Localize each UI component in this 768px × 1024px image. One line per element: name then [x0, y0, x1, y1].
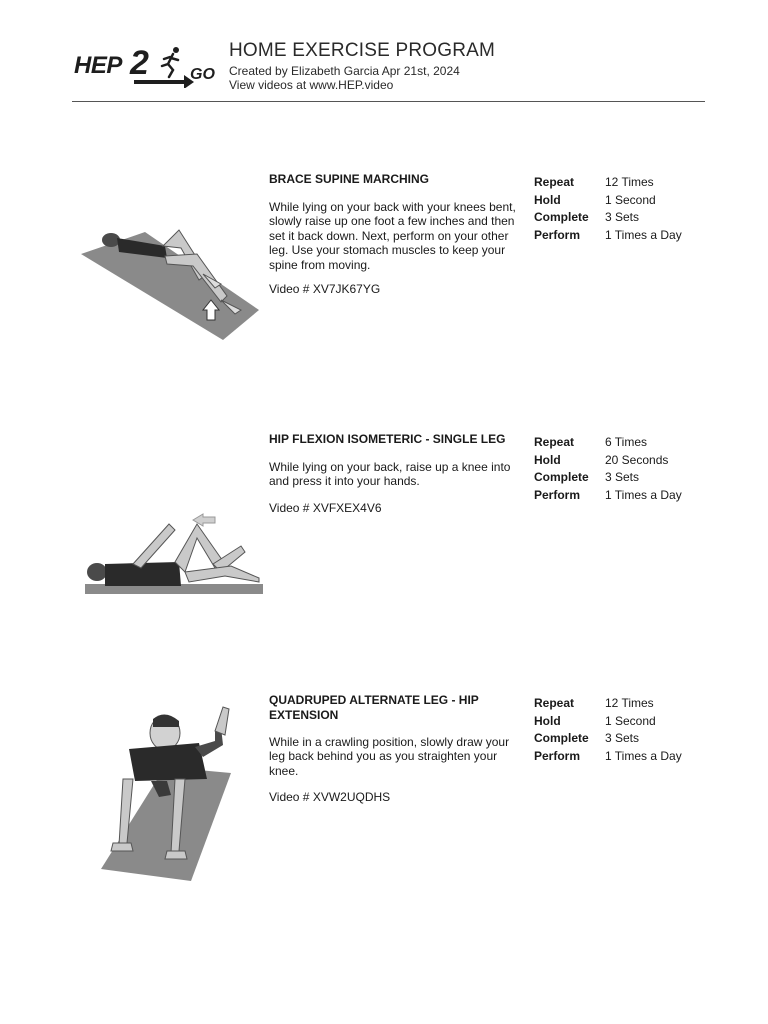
- videos-link[interactable]: View videos at www.HEP.video: [229, 78, 394, 92]
- param-value: 12 Times: [605, 175, 654, 189]
- exercise-description: While lying on your back with your knees bent, slowly raise up one foot a few inches and then set it back down. Next, perform on your other leg. Use your stomach muscles to keep your spine from moving.: [269, 200, 516, 272]
- param-value: 6 Times: [605, 435, 648, 449]
- exercise-video-id[interactable]: Video # XVFXEX4V6: [269, 501, 382, 515]
- created-by-line: Created by Elizabeth Garcia Apr 21st, 2024: [229, 64, 460, 78]
- param-label: Repeat: [534, 175, 575, 189]
- logo-hep-text: HEP: [74, 52, 122, 79]
- param-label: Complete: [534, 731, 589, 745]
- exercise-image-supine-marching: [75, 212, 263, 352]
- header-divider: [72, 101, 705, 102]
- exercise-title: BRACE SUPINE MARCHING: [269, 172, 430, 186]
- param-label: Repeat: [534, 435, 575, 449]
- param-label: Perform: [534, 228, 581, 242]
- param-value: 3 Sets: [605, 210, 640, 224]
- logo-go-text: GO: [190, 66, 215, 83]
- param-value: 1 Second: [605, 193, 656, 207]
- exercise-image-hip-flexion: [75, 502, 263, 602]
- param-value: 1 Times a Day: [605, 749, 682, 763]
- param-value: 12 Times: [605, 696, 654, 710]
- param-label: Repeat: [534, 696, 575, 710]
- param-value: 1 Times a Day: [605, 488, 682, 502]
- exercise-video-id[interactable]: Video # XVW2UQDHS: [269, 790, 391, 804]
- exercise-image-quadruped-leg-extension: [75, 697, 263, 887]
- hep2go-logo: [72, 44, 222, 88]
- page-title: HOME EXERCISE PROGRAM: [229, 40, 496, 61]
- param-label: Complete: [534, 470, 589, 484]
- param-label: Perform: [534, 488, 581, 502]
- exercise-title: QUADRUPED ALTERNATE LEG - HIP EXTENSION: [269, 693, 479, 722]
- logo-two-text: 2: [130, 44, 149, 82]
- param-label: Complete: [534, 210, 589, 224]
- param-label: Hold: [534, 453, 561, 467]
- param-value: 1 Second: [605, 714, 656, 728]
- exercise-title: HIP FLEXION ISOMETERIC - SINGLE LEG: [269, 432, 506, 446]
- param-value: 3 Sets: [605, 731, 640, 745]
- exercise-description: While in a crawling position, slowly draw your leg back behind you as you straighten your knee.: [269, 735, 510, 778]
- param-value: 3 Sets: [605, 470, 640, 484]
- exercise-description: While lying on your back, raise up a knee into and press it into your hands.: [269, 460, 511, 489]
- param-label: Hold: [534, 193, 561, 207]
- exercise-video-id[interactable]: Video # XV7JK67YG: [269, 282, 381, 296]
- param-label: Perform: [534, 749, 581, 763]
- param-value: 20 Seconds: [605, 453, 669, 467]
- param-label: Hold: [534, 714, 561, 728]
- param-value: 1 Times a Day: [605, 228, 682, 242]
